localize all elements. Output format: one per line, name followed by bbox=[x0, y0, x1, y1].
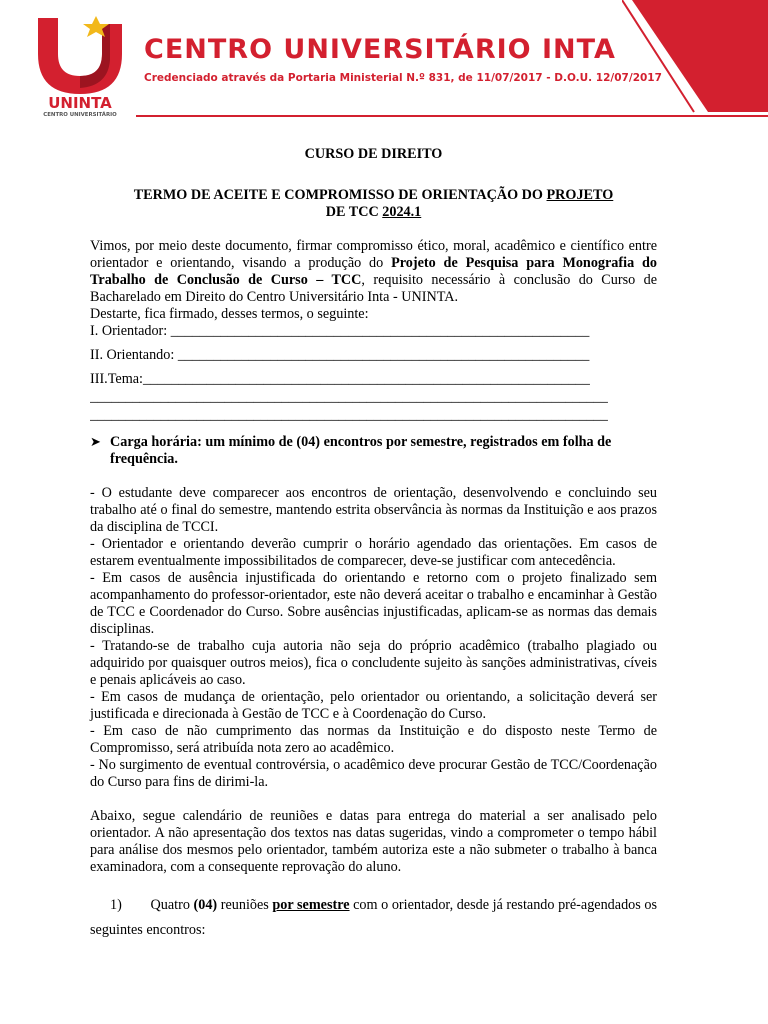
rules-list bbox=[90, 485, 657, 791]
item-text: com o orientador, desde já restando pré-agendados os seguintes encontros: bbox=[90, 897, 657, 938]
item-text: reuniões bbox=[217, 897, 273, 913]
workload-bullet bbox=[90, 434, 657, 468]
term-title-part: DE TCC bbox=[325, 204, 383, 220]
document-body bbox=[90, 146, 657, 943]
term-title-year: 2024.1 bbox=[382, 204, 422, 220]
term-title-part: TERMO DE ACEITE E COMPROMISSO DE ORIENTAÇÃO DO bbox=[133, 187, 547, 203]
tema-field: III.Tema:_______________________________________________________________ bbox=[90, 371, 590, 387]
tema-blank-line: _________________________________________________________________________ bbox=[90, 389, 608, 405]
rule-item: - Em caso de não cumprimento das normas da Instituição e do disposto neste Termo de Compromisso, será atribuída nota zero ao acadêmico. bbox=[90, 723, 657, 756]
calendar-paragraph: Abaixo, segue calendário de reuniões e datas para entrega do material a ser analisado pelo orientador. A não apresentação dos textos nas datas sugeridas, vindo a comprometer o tempo hábil para análise dos mesmos pelo orientador, também autoriza este a não submeter o trabalho à banca examinadora, com a consequente reprovação do aluno. bbox=[90, 808, 657, 875]
item-bold-count: (04) bbox=[193, 897, 218, 913]
tema-blank-line: _________________________________________________________________________ bbox=[90, 407, 608, 423]
item-text: Quatro bbox=[150, 897, 194, 913]
orientador-field: I. Orientador: ___________________________________________________________ bbox=[90, 323, 590, 339]
meetings-item bbox=[90, 893, 657, 943]
header-divider bbox=[136, 115, 768, 117]
intro-text: , requisito necessário à conclusão do Curso de Bacharelado em Direito do Centro Universitário Inta - UNINTA. bbox=[90, 272, 657, 305]
page-header bbox=[0, 0, 768, 120]
rule-item: - Em casos de mudança de orientação, pelo orientador ou orientando, a solicitação deverá ser justificada e direcionada à Gestão de TCC e à Coordenação do Curso. bbox=[90, 689, 657, 722]
item-frequency: por semestre bbox=[272, 897, 350, 913]
university-title: CENTRO UNIVERSITÁRIO INTA bbox=[144, 34, 616, 65]
intro-paragraph bbox=[90, 238, 657, 306]
logo-text: UNINTA bbox=[48, 94, 112, 112]
rule-item: - O estudante deve comparecer aos encontros de orientação, desenvolvendo e concluindo seu trabalho até o final do semestre, mantendo estrita observância às normas da Instituição e aos prazos da disciplina de TCCI. bbox=[90, 485, 657, 535]
orientando-field: II. Orientando: __________________________________________________________ bbox=[90, 347, 590, 363]
rule-item: - Em casos de ausência injustificada do orientando e retorno com o projeto finalizado sem acompanhamento do professor-orientador, este não deverá aceitar o trabalho e encaminhar à Gestão de TCC e Coordenador do Curso. Sobre ausências injustificadas, aplicam-se as normas das demais disciplinas. bbox=[90, 570, 657, 637]
rule-item: - Orientador e orientando deverão cumprir o horário agendado das orientações. Em casos de estarem eventualmente impossibilitados de comparecer, deve-se justificar com antecedência. bbox=[90, 536, 657, 569]
uninta-logo bbox=[30, 14, 130, 118]
item-number: 1) bbox=[110, 897, 122, 913]
rule-item: - No surgimento de eventual controvérsia, o acadêmico deve procurar Gestão de TCC/Coordenação do Curso para fins de dirimi-la. bbox=[90, 757, 657, 790]
logo-subtext: CENTRO UNIVERSITÁRIO bbox=[43, 112, 117, 118]
rule-item: - Tratando-se de trabalho cuja autoria não seja do próprio acadêmico (trabalho plagiado ou adquirido por quaisquer outros meios), fica o concludente sujeito às sanções administrativas, cíveis e penais aplicáveis ao caso. bbox=[90, 638, 657, 688]
term-title bbox=[90, 187, 657, 221]
term-title-project: PROJETO bbox=[546, 187, 614, 203]
accreditation-subtitle: Credenciado através da Portaria Ministerial N.º 831, de 11/07/2017 - D.O.U. 12/07/2017 bbox=[144, 72, 662, 84]
intro-bold-text: Projeto de Pesquisa para Monografia do Trabalho de Conclusão de Curso – TCC bbox=[90, 255, 657, 288]
workload-text: Carga horária: um mínimo de (04) encontros por semestre, registrados em folha de frequência. bbox=[110, 434, 612, 467]
course-title: CURSO DE DIREITO bbox=[304, 146, 443, 162]
arrow-bullet-icon: ➤ bbox=[90, 435, 101, 450]
intro-closing: Destarte, fica firmado, desses termos, o seguinte: bbox=[90, 306, 369, 322]
intro-text: Vimos, por meio deste documento, firmar compromisso ético, moral, acadêmico e científico entre orientador e orientando, visando a produção do bbox=[90, 238, 657, 271]
corner-decoration bbox=[622, 0, 768, 120]
